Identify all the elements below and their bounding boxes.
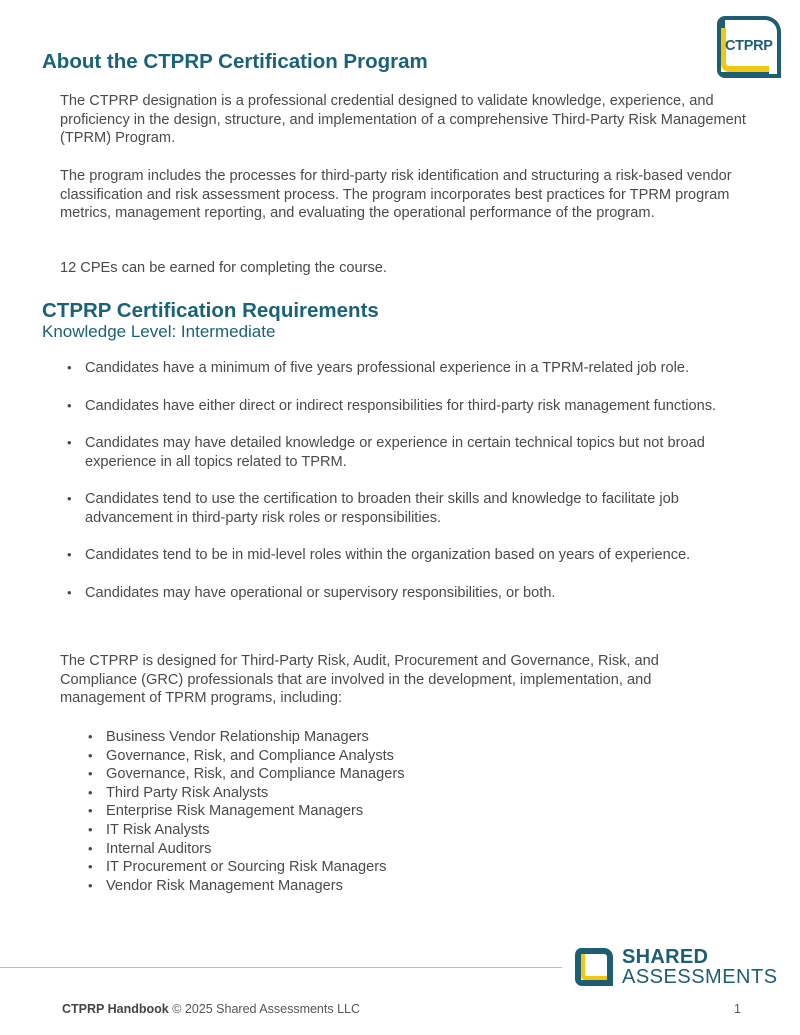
list-item: • Candidates tend to be in mid-level roles within the organization based on years of experience. [67, 546, 757, 565]
ctprp-logo [715, 14, 783, 80]
knowledge-level: Knowledge Level: Intermediate [42, 322, 276, 341]
shared-assessments-logo [622, 947, 778, 987]
roles-list [88, 728, 405, 895]
copyright-text: © 2025 Shared Assessments LLC [172, 1002, 361, 1016]
footer-copyright [62, 1002, 360, 1016]
list-item: • Governance, Risk, and Compliance Managers [88, 765, 405, 784]
audience-intro: The CTPRP is designed for Third-Party Risk, Audit, Procurement and Governance, Risk, and Compliance (GRC) professionals that are involved in the development, implementation, and management of TPRM programs, including: [60, 653, 659, 706]
about-paragraph-3: 12 CPEs can be earned for completing the course. [60, 260, 387, 276]
list-item: • Candidates tend to use the certification to broaden their skills and knowledge to facilitate job advancement in third-party risk roles or responsibilities. [67, 490, 757, 527]
list-item: • Candidates may have operational or supervisory responsibilities, or both. [67, 584, 757, 603]
list-item: • IT Procurement or Sourcing Risk Managers [88, 858, 405, 877]
list-item: • Candidates have a minimum of five years professional experience in a TPRM-related job role. [67, 359, 757, 378]
requirements-title: CTPRP Certification Requirements [42, 299, 379, 322]
logo-line-2: ASSESSMENTS [622, 966, 778, 988]
list-item: • Internal Auditors [88, 840, 405, 859]
list-item: • Governance, Risk, and Compliance Analysts [88, 747, 405, 766]
list-item: • Third Party Risk Analysts [88, 784, 405, 803]
footer-divider [0, 967, 562, 968]
list-item: • Enterprise Risk Management Managers [88, 802, 405, 821]
logo-line-1: SHARED [622, 946, 709, 968]
list-item: • Candidates have either direct or indirect responsibilities for third-party risk management functions. [67, 397, 757, 416]
list-item: • IT Risk Analysts [88, 821, 405, 840]
list-item: • Candidates may have detailed knowledge or experience in certain technical topics but not broad experience in all topics related to TPRM. [67, 434, 757, 471]
ctprp-logo-text: CTPRP [725, 38, 773, 54]
about-title: About the CTPRP Certification Program [42, 50, 428, 73]
shared-assessments-logo-icon [574, 947, 614, 987]
page-number: 1 [734, 1002, 741, 1016]
list-item: • Business Vendor Relationship Managers [88, 728, 405, 747]
about-paragraph-1: The CTPRP designation is a professional credential designed to validate knowledge, experience, and proficiency in the design, structure, and implementation of a comprehensive Third-Party Risk Management (TPRM) Program. [60, 93, 746, 146]
handbook-label: CTPRP Handbook [62, 1002, 169, 1016]
requirements-list [67, 359, 757, 621]
list-item: • Vendor Risk Management Managers [88, 877, 405, 896]
about-paragraph-2: The program includes the processes for third-party risk identification and structuring a risk-based vendor classification and risk assessment process. The program incorporates best practices for TPRM program metrics, management reporting, and evaluating the operational performance of the program. [60, 168, 732, 221]
